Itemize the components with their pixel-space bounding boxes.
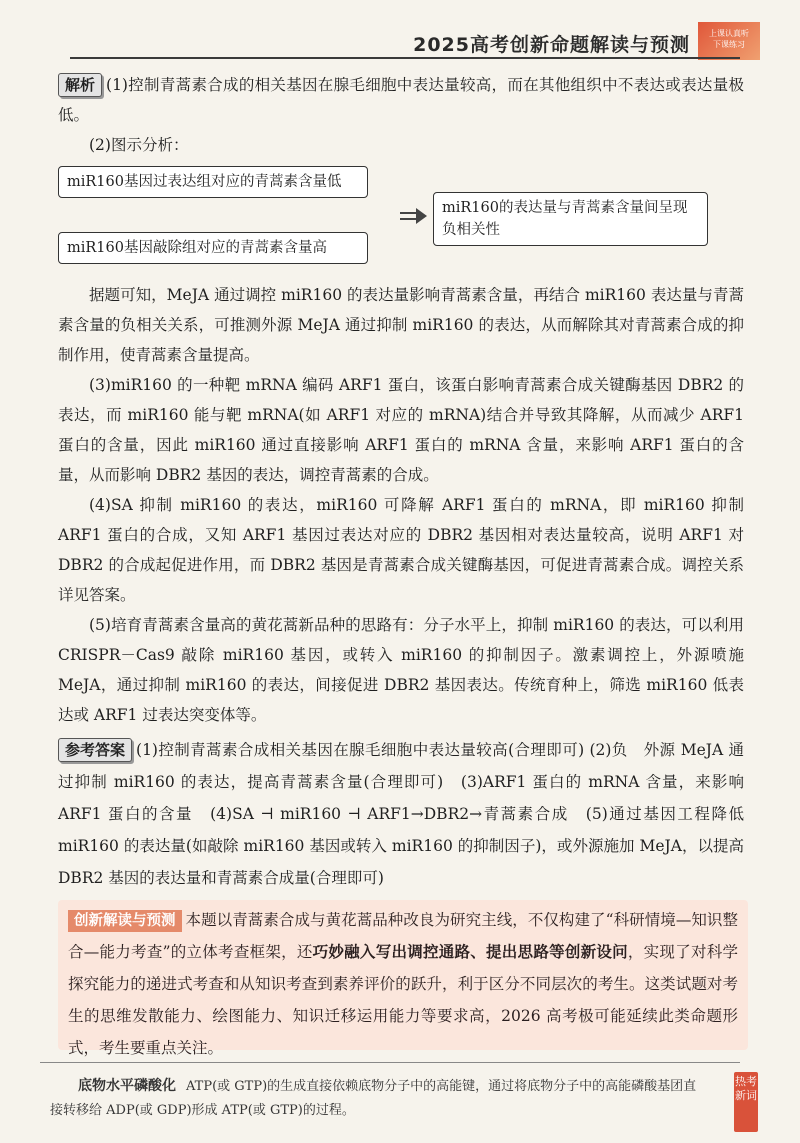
innovation-box [58, 900, 748, 1057]
reference-answer [58, 734, 744, 894]
answer-text: (1)控制青蒿素合成相关基因在腺毛细胞中表达量较高(合理即可) (2)负 外源 MeJA 通过抑制 miR160 的表达，提高青蒿素含量(合理即可) (3)ARF1 蛋白的 mRNA 含量，来影响 ARF1 蛋白的含量 (4)SA ⊣ miR160 ⊣ ARF1→DBR2→青蒿素合成 (5)通过基因工程降低 miR160 的表达量(如敲除 miR160 基因或转入 miR160 的抑制因子)，或外源施加 MeJA，以提高 DBR2 基因的表达量和青蒿素合成量(合理即可) [58, 741, 744, 887]
header-tag [698, 22, 760, 60]
analysis-p1 [58, 70, 744, 130]
header-divider [70, 57, 740, 59]
footer-tag: 热考新词 [734, 1072, 758, 1132]
analysis-p3: 据题可知，MeJA 通过调控 miR160 的表达量影响青蒿素含量，再结合 miR160 表达量与青蒿素含量的负相关关系，可推测外源 MeJA 通过抑制 miR160 的表达，从而解除其对青蒿素合成的抑制作用，使青蒿素含量提高。 [58, 286, 744, 364]
header-tag-line2: 下课练习 [713, 40, 745, 49]
innovation-text [58, 900, 748, 1068]
analysis-label: 解析 [58, 73, 102, 97]
answer-label: 参考答案 [58, 738, 132, 762]
diagram-box-knockout: miR160基因敲除组对应的青蒿素含量高 [58, 232, 368, 264]
innovation-label: 创新解读与预测 [68, 910, 182, 932]
analysis-p5: (4)SA 抑制 miR160 的表达，miR160 可降解 ARF1 蛋白的 mRNA，即 miR160 抑制 ARF1 蛋白的合成，又知 ARF1 基因过表达对应的 DBR2 基因相对表达量较高，说明 ARF1 对 DBR2 的合成起促进作用，而 DBR2 基因是青蒿素合成关键酶基因，可促进青蒿素合成。调控关系详见答案。 [58, 496, 744, 604]
page-header [0, 0, 800, 58]
footer-text: ATP(或 GTP)的生成直接依赖底物分子中的高能键，通过将底物分子中的高能磷酸基团直接转移给 ADP(或 GDP)形成 ATP(或 GTP)的过程。 [50, 1079, 697, 1118]
innovation-text-b: ，实现了对科学探究能力的递进式考查和从知识考查到素养评价的跃升，利于区分不同层次的考生。这类试题对考生的思维发散能力、绘图能力、知识迁移运用能力等要求高，2026 高考极可能延续此类命题形式，考生要重点关注。 [68, 943, 738, 1057]
innovation-text-bold: 巧妙融入写出调控通路、提出思路等创新设问 [312, 943, 628, 961]
analysis-p2: (2)图示分析： [89, 136, 189, 154]
analysis-p6: (5)培育青蒿素含量高的黄花蒿新品种的思路有：分子水平上，抑制 miR160 的表达，可以利用 CRISPR－Cas9 敲除 miR160 基因，或转入 miR160 的抑制因子。激素调控上，外源喷施 MeJA，通过抑制 miR160 的表达，间接促进 DBR2 基因表达。传统育种上，筛选 miR160 低表达或 ARF1 过表达突变体等。 [58, 616, 744, 724]
analysis-p4: (3)miR160 的一种靶 mRNA 编码 ARF1 蛋白，该蛋白影响青蒿素合成关键酶基因 DBR2 的表达，而 miR160 能与靶 mRNA(如 ARF1 对应的 mRNA)结合并导致其降解，从而减少 ARF1 蛋白的含量，因此 miR160 通过直接影响 ARF1 蛋白的 mRNA 含量，来影响 ARF1 蛋白的含量，从而影响 DBR2 基因的表达，调控青蒿素的合成。 [58, 376, 744, 484]
main-content [58, 70, 744, 894]
analysis-p1-text: (1)控制青蒿素合成的相关基因在腺毛细胞中表达量较高，而在其他组织中不表达或表达量极低。 [58, 76, 744, 124]
diagram-box-conclusion: miR160的表达量与青蒿素含量间呈现负相关性 [433, 192, 708, 246]
footer-term: 底物水平磷酸化 [78, 1078, 176, 1094]
innovation-text-a: 本题以青蒿素合成与黄花蒿品种改良为研究主线，不仅构建了“科研情境—知识整合—能力考查”的立体考查框架，还 [68, 911, 738, 961]
diagram-arrow-icon [398, 206, 428, 226]
footer-note [50, 1074, 700, 1123]
diagram-box-overexpression: miR160基因过表达组对应的青蒿素含量低 [58, 166, 368, 198]
footer-divider [40, 1062, 740, 1063]
header-title: 2025高考创新命题解读与预测 [413, 34, 690, 56]
analysis-diagram [58, 162, 744, 274]
header-tag-line1: 上课认真听 [709, 29, 749, 38]
